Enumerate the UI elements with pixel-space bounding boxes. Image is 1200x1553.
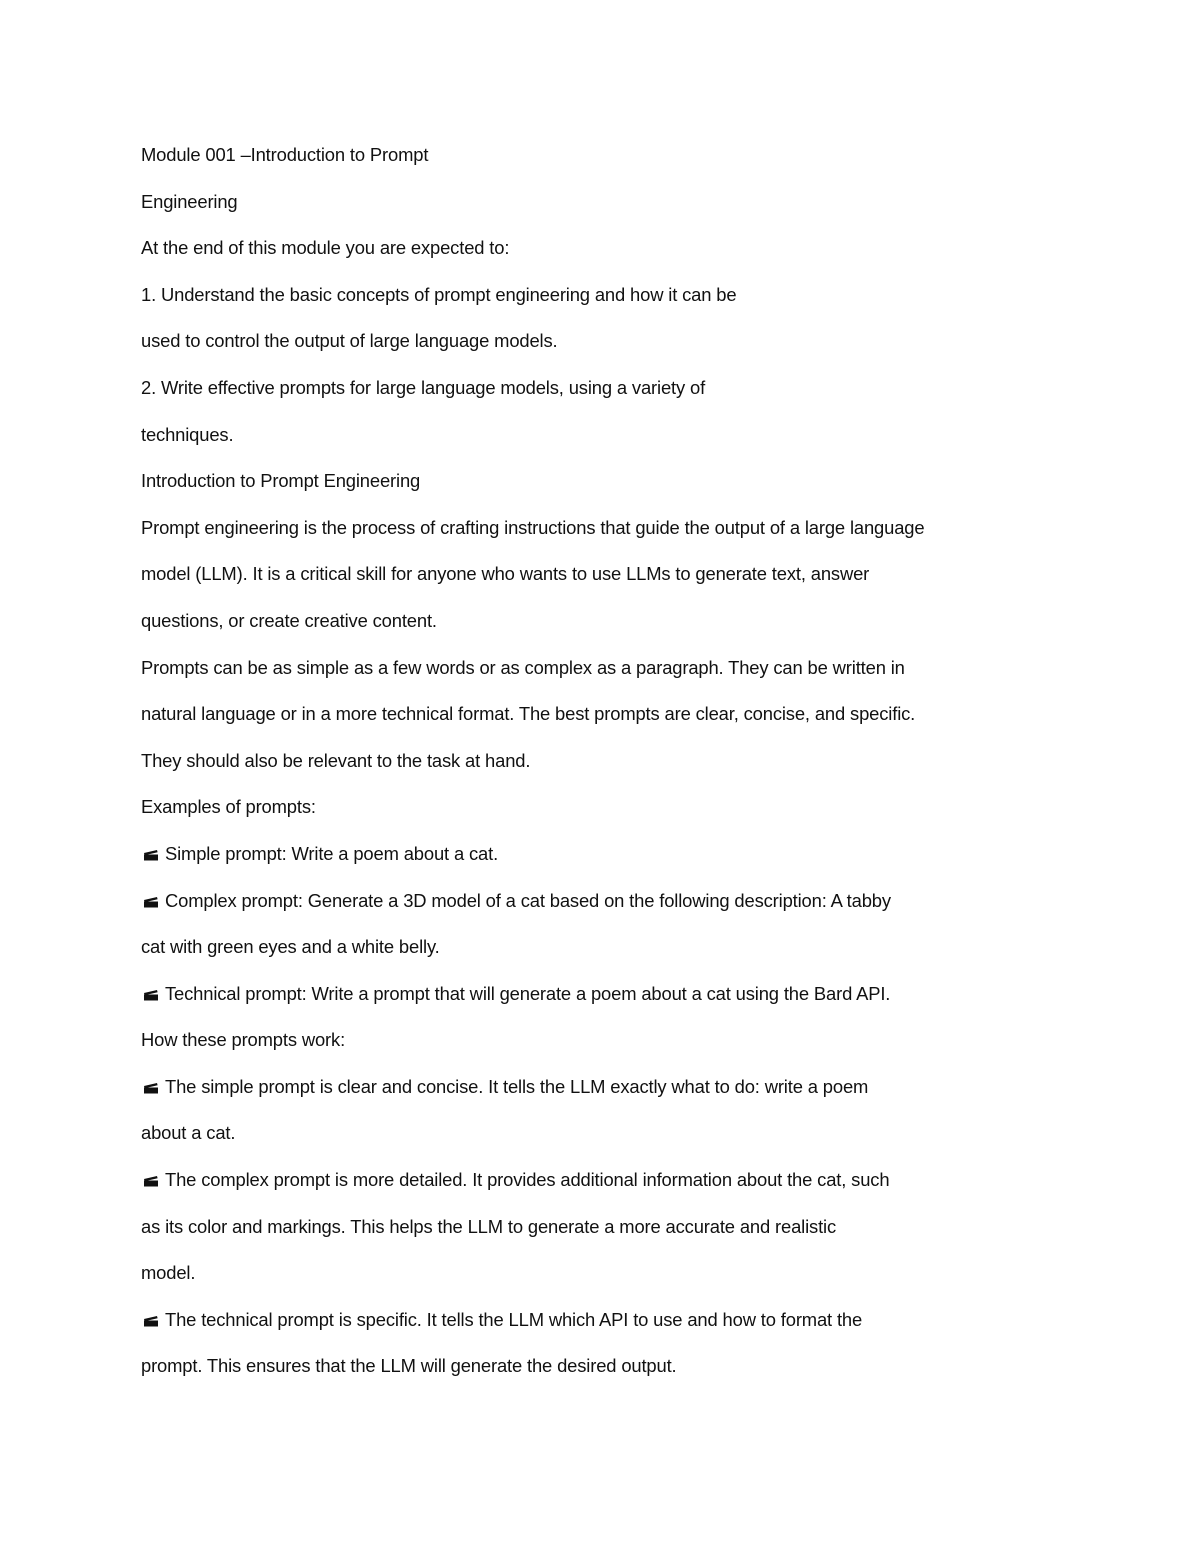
line-text: They should also be relevant to the task at hand. xyxy=(141,749,531,771)
text-line xyxy=(141,513,1041,560)
text-line xyxy=(141,606,1041,653)
line-text: At the end of this module you are expected to: xyxy=(141,237,510,259)
line-text: about a cat. xyxy=(141,1122,236,1144)
text-line xyxy=(141,1025,1041,1072)
bullet-line xyxy=(141,1072,1041,1119)
line-text: Prompts can be as simple as a few words or as complex as a paragraph. They can be written in xyxy=(141,656,905,678)
line-text: prompt. This ensures that the LLM will generate the desired output. xyxy=(141,1355,677,1377)
line-text: Module 001 –Introduction to Prompt xyxy=(141,144,429,165)
line-text: 2. Write effective prompts for large language models, using a variety of xyxy=(141,376,706,398)
text-line xyxy=(141,559,1041,606)
text-line xyxy=(141,1118,1041,1165)
line-text: model. xyxy=(141,1262,196,1284)
text-line xyxy=(141,1258,1041,1305)
line-text: Introduction to Prompt Engineering xyxy=(141,470,421,492)
clapperboard-icon xyxy=(141,1072,165,1102)
line-text: cat with green eyes and a white belly. xyxy=(141,936,440,958)
line-text: Examples of prompts: xyxy=(141,796,316,818)
bullet-line xyxy=(141,886,1041,933)
clapperboard-icon xyxy=(141,1165,165,1195)
line-text: natural language or in a more technical format. The best prompts are clear, concise, and specific. xyxy=(141,703,916,725)
clapperboard-icon xyxy=(141,979,165,1009)
line-text: Engineering xyxy=(141,190,238,212)
bullet-line xyxy=(141,1305,1041,1352)
text-line xyxy=(141,1351,1041,1398)
text-line xyxy=(141,140,1041,187)
text-line xyxy=(141,373,1041,420)
text-line xyxy=(141,1212,1041,1259)
clapperboard-icon xyxy=(141,886,165,916)
line-text: model (LLM). It is a critical skill for anyone who wants to use LLMs to generate text, answer xyxy=(141,563,870,585)
text-line xyxy=(141,746,1041,793)
line-text: How these prompts work: xyxy=(141,1029,346,1051)
text-line xyxy=(141,280,1041,327)
text-line xyxy=(141,420,1041,467)
text-line xyxy=(141,932,1041,979)
bullet-line xyxy=(141,979,1041,1026)
line-text: The simple prompt is clear and concise. It tells the LLM exactly what to do: write a poem xyxy=(165,1075,869,1097)
line-text: Simple prompt: Write a poem about a cat. xyxy=(165,842,499,864)
line-text: 1. Understand the basic concepts of prompt engineering and how it can be xyxy=(141,283,737,305)
line-text: used to control the output of large language models. xyxy=(141,330,558,352)
text-line xyxy=(141,326,1041,373)
clapperboard-icon xyxy=(141,839,165,869)
text-line xyxy=(141,187,1041,234)
document-body xyxy=(141,140,1041,1398)
text-line xyxy=(141,233,1041,280)
bullet-line xyxy=(141,839,1041,886)
line-text: questions, or create creative content. xyxy=(141,609,437,631)
line-text: Complex prompt: Generate a 3D model of a cat based on the following description: A tabby xyxy=(165,889,891,911)
line-text: Technical prompt: Write a prompt that will generate a poem about a cat using the Bard API. xyxy=(165,982,891,1004)
line-text: techniques. xyxy=(141,423,234,445)
text-line xyxy=(141,653,1041,700)
bullet-line xyxy=(141,1165,1041,1212)
line-text: Prompt engineering is the process of crafting instructions that guide the output of a large language xyxy=(141,516,925,538)
text-line xyxy=(141,699,1041,746)
text-line xyxy=(141,466,1041,513)
line-text: The complex prompt is more detailed. It provides additional information about the cat, such xyxy=(165,1169,890,1191)
line-text: as its color and markings. This helps the LLM to generate a more accurate and realistic xyxy=(141,1215,837,1237)
text-line xyxy=(141,792,1041,839)
line-text: The technical prompt is specific. It tells the LLM which API to use and how to format the xyxy=(165,1308,863,1330)
clapperboard-icon xyxy=(141,1305,165,1335)
